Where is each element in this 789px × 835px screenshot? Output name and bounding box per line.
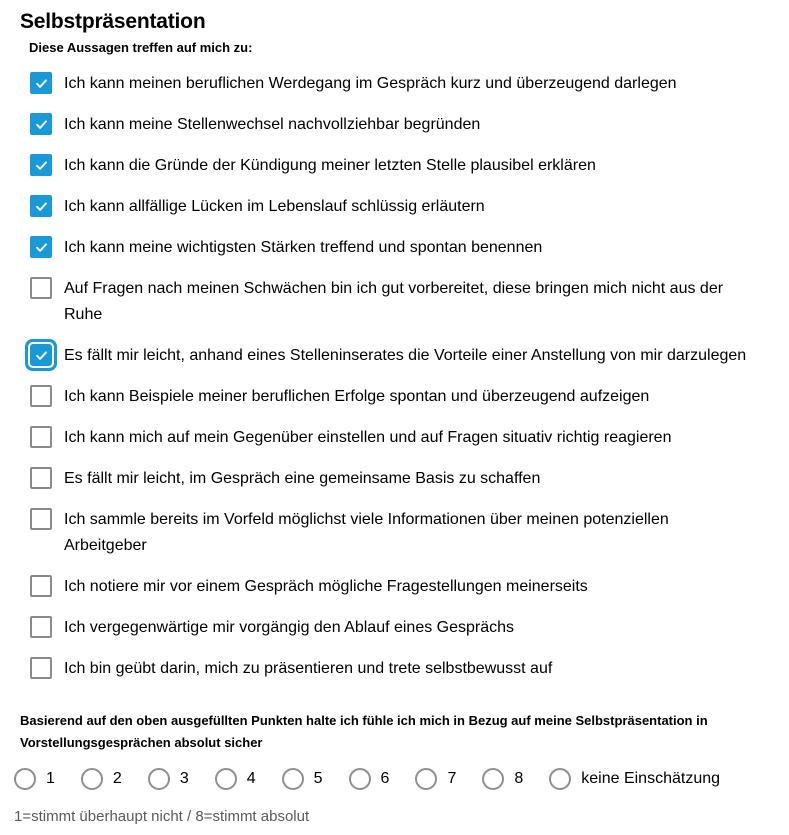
rating-option (282, 768, 323, 790)
statement-label[interactable]: Auf Fragen nach meinen Schwächen bin ich gut vorbereitet, diese bringen mich nicht aus der Ruhe (64, 280, 724, 323)
statement-checkbox-8[interactable] (30, 385, 52, 407)
rating-radio-2[interactable] (81, 768, 103, 790)
rating-legend: 1=stimmt überhaupt nicht / 8=stimmt absolut (14, 808, 310, 825)
statement-label[interactable]: Es fällt mir leicht, anhand eines Stelleninserates die Vorteile einer Anstellung von mir darzulegen (64, 347, 747, 364)
rating-option (415, 768, 456, 790)
rating-radio-7[interactable] (415, 768, 437, 790)
statement-checkbox-4[interactable] (30, 195, 52, 217)
statement-checkbox-7[interactable] (30, 344, 52, 366)
statement-label[interactable]: Ich kann meine Stellenwechsel nachvollziehbar begründen (64, 116, 481, 133)
statement-label[interactable]: Es fällt mir leicht, im Gespräch eine gemeinsame Basis zu schaffen (64, 470, 541, 487)
checkbox-row (30, 71, 769, 97)
statement-checkbox-3[interactable] (30, 154, 52, 176)
rating-radio-8[interactable] (482, 768, 504, 790)
rating-option-label[interactable]: 1 (46, 770, 55, 787)
statement-checkbox-2[interactable] (30, 113, 52, 135)
rating-prompt-line: Vorstellungsgesprächen absolut sicher (20, 735, 263, 750)
statement-checkbox-12[interactable] (30, 575, 52, 597)
checkbox-row (30, 343, 769, 369)
checkbox-row (30, 194, 769, 220)
page-title: Selbstpräsentation (20, 10, 206, 33)
statement-label[interactable]: Ich vergegenwärtige mir vorgängig den Ablauf eines Gesprächs (64, 619, 515, 636)
checkbox-row (30, 656, 769, 682)
check-icon (34, 199, 49, 214)
statement-label[interactable]: Ich kann die Gründe der Kündigung meiner letzten Stelle plausibel erklären (64, 157, 596, 174)
statement-label[interactable]: Ich kann mich auf mein Gegenüber einstellen und auf Fragen situativ richtig reagieren (64, 429, 672, 446)
statement-label[interactable]: Ich kann meinen beruflichen Werdegang im Gespräch kurz und überzeugend darlegen (64, 75, 677, 92)
statement-label[interactable]: Ich notiere mir vor einem Gespräch mögliche Fragestellungen meinerseits (64, 578, 588, 595)
rating-option (215, 768, 256, 790)
check-icon (34, 158, 49, 173)
rating-prompt (20, 710, 769, 754)
rating-option-label[interactable]: 3 (179, 770, 189, 787)
statement-checkbox-9[interactable] (30, 426, 52, 448)
checkbox-row (30, 615, 769, 641)
rating-option-label[interactable]: 8 (514, 770, 524, 787)
statement-label[interactable]: Ich kann Beispiele meiner beruflichen Erfolge spontan und überzeugend aufzeigen (64, 388, 650, 405)
rating-option-label[interactable]: 5 (313, 770, 323, 787)
rating-radio-keine-einschätzung[interactable] (549, 768, 571, 790)
rating-option (349, 768, 390, 790)
statement-label[interactable]: Ich kann allfällige Lücken im Lebenslauf schlüssig erläutern (64, 198, 485, 215)
statement-checkbox-1[interactable] (30, 72, 52, 94)
rating-scale (14, 768, 769, 790)
statement-checkbox-6[interactable] (30, 277, 52, 299)
rating-radio-5[interactable] (282, 768, 304, 790)
rating-radio-4[interactable] (215, 768, 237, 790)
rating-option-label[interactable]: 2 (112, 770, 122, 787)
rating-option (482, 768, 523, 790)
check-icon (34, 348, 49, 363)
rating-radio-1[interactable] (14, 768, 36, 790)
rating-option-label[interactable]: 4 (246, 770, 256, 787)
checkbox-row (30, 574, 769, 600)
rating-option-label[interactable]: keine Einschätzung (581, 770, 721, 787)
rating-option (148, 768, 189, 790)
rating-option (81, 768, 122, 790)
checkbox-row (30, 425, 769, 451)
checkbox-row (30, 507, 769, 559)
statement-label[interactable]: Ich bin geübt darin, mich zu präsentieren und trete selbstbewusst auf (64, 660, 553, 677)
check-icon (34, 117, 49, 132)
rating-section (14, 710, 769, 825)
statement-checkbox-5[interactable] (30, 236, 52, 258)
statements-prompt: Diese Aussagen treffen auf mich zu: (29, 40, 253, 55)
checkbox-row (30, 276, 769, 328)
statement-label[interactable]: Ich kann meine wichtigsten Stärken treffend und spontan benennen (64, 239, 543, 256)
rating-option (549, 768, 720, 790)
statement-checkbox-11[interactable] (30, 508, 52, 530)
check-icon (34, 240, 49, 255)
statement-checkbox-14[interactable] (30, 657, 52, 679)
checkbox-row (30, 384, 769, 410)
statement-checkbox-13[interactable] (30, 616, 52, 638)
checkbox-row (30, 153, 769, 179)
rating-radio-3[interactable] (148, 768, 170, 790)
rating-option-label[interactable]: 6 (380, 770, 390, 787)
rating-option (14, 768, 55, 790)
rating-radio-6[interactable] (349, 768, 371, 790)
check-icon (34, 76, 49, 91)
statement-list (30, 71, 769, 682)
checkbox-row (30, 235, 769, 261)
checkbox-row (30, 112, 769, 138)
checkbox-row (30, 466, 769, 492)
statement-checkbox-10[interactable] (30, 467, 52, 489)
statement-label[interactable]: Ich sammle bereits im Vorfeld möglichst viele Informationen über meinen potenziellen Arbeitgeber (64, 511, 669, 554)
rating-option-label[interactable]: 7 (447, 770, 457, 787)
rating-prompt-line: Basierend auf den oben ausgefüllten Punkten halte ich fühle ich mich in Bezug auf meine Selbstpräsentation in (20, 713, 708, 728)
